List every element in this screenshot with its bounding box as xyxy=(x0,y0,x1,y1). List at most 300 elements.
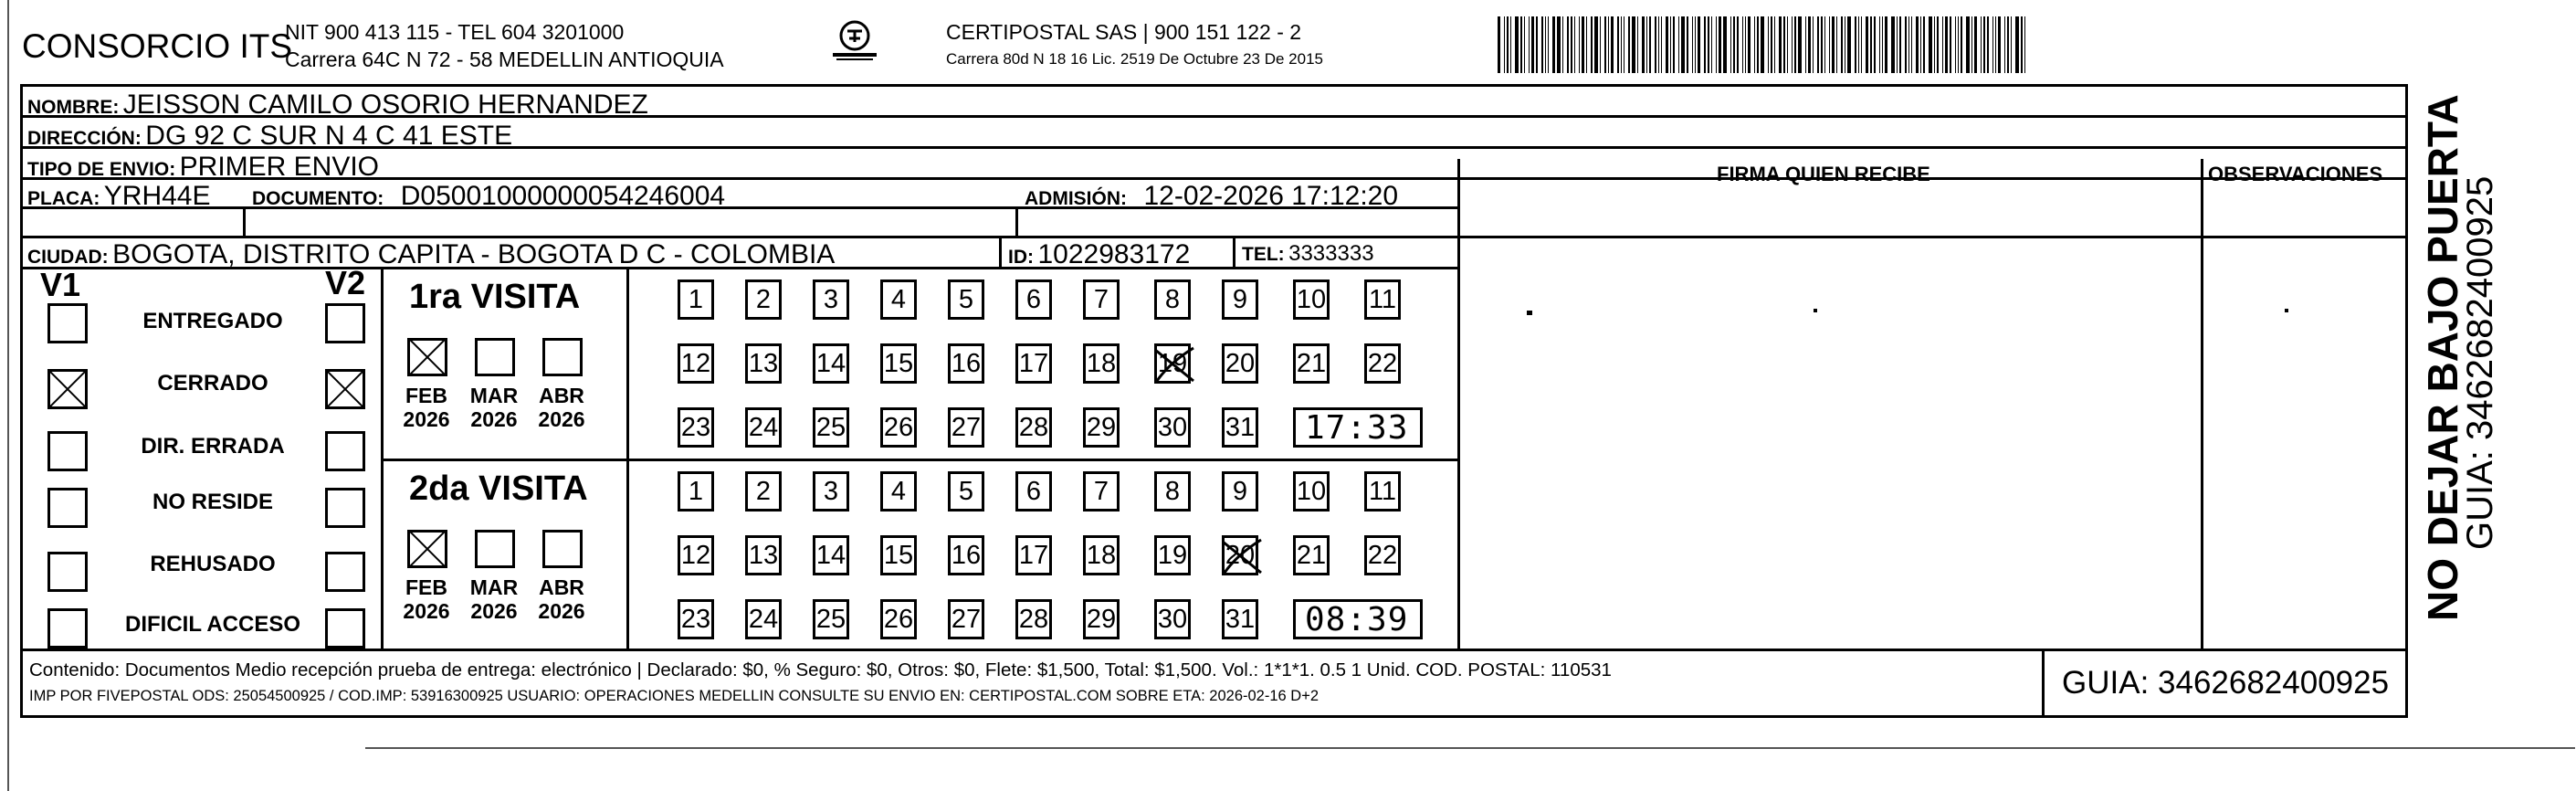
barcode-bar xyxy=(1805,16,1806,73)
company-name: CONSORCIO ITS xyxy=(22,27,293,65)
barcode-bar xyxy=(1562,16,1563,73)
barcode-bar xyxy=(2024,16,2025,73)
month-checkbox[interactable] xyxy=(542,530,583,568)
direccion-value: DG 92 C SUR N 4 C 41 ESTE xyxy=(145,121,513,151)
day-number: 17 xyxy=(1018,349,1049,378)
day-cell[interactable] xyxy=(1364,535,1401,575)
barcode-bar xyxy=(1510,16,1511,73)
day-cell[interactable] xyxy=(745,407,782,448)
barcode-bar xyxy=(1798,16,1802,73)
side-guia: GUIA: 3462682400925 xyxy=(2460,175,2500,550)
barcode-bar xyxy=(1608,16,1609,73)
barcode-bar xyxy=(1716,16,1717,73)
barcode-bar xyxy=(1678,16,1679,73)
month-year: 2026 xyxy=(538,407,585,432)
barcode-bar xyxy=(1779,16,1782,73)
day-number: 4 xyxy=(890,477,907,506)
day-number: 26 xyxy=(883,605,914,634)
day-number: 17 xyxy=(1018,541,1049,570)
day-cell[interactable] xyxy=(1364,279,1401,320)
day-number: 10 xyxy=(1296,477,1327,506)
barcode-bar xyxy=(1617,16,1619,73)
day-cell[interactable] xyxy=(948,279,984,320)
barcode-bar xyxy=(1923,16,1925,73)
documento-label: DOCUMENTO: xyxy=(252,188,384,209)
day-cell[interactable] xyxy=(1154,599,1191,639)
day-cell[interactable] xyxy=(1015,471,1052,512)
barcode-bar xyxy=(1730,16,1731,73)
barcode-bar xyxy=(1966,16,1970,73)
day-number: 25 xyxy=(815,605,846,634)
status-v2-checkbox[interactable] xyxy=(325,369,365,409)
barcode-bar xyxy=(1998,16,2001,73)
barcode-bar xyxy=(1579,16,1580,73)
day-cell[interactable] xyxy=(880,279,917,320)
day-number: 7 xyxy=(1093,477,1109,506)
ciudad-label: CIUDAD: xyxy=(27,247,109,268)
month-name: MAR xyxy=(469,575,519,599)
barcode-bar xyxy=(1695,16,1696,73)
day-number: 31 xyxy=(1225,605,1256,634)
month-checkbox[interactable] xyxy=(407,530,447,568)
barcode-bar xyxy=(1916,16,1919,73)
no-dejar-bajo-puerta: NO DEJAR BAJO PUERTA xyxy=(2419,94,2466,621)
day-cell[interactable] xyxy=(1015,279,1052,320)
day-cell[interactable] xyxy=(1222,599,1258,639)
barcode-bar xyxy=(1552,16,1555,73)
status-label: NO RESIDE xyxy=(152,490,274,514)
barcode-bar xyxy=(1961,16,1962,73)
barcode-bar xyxy=(1870,16,1872,73)
month-name: ABR xyxy=(539,575,584,599)
day-number: 9 xyxy=(1232,477,1248,506)
month-name: ABR xyxy=(539,384,584,407)
time-box[interactable] xyxy=(1293,599,1423,639)
barcode-bar xyxy=(2021,16,2023,73)
status-v1-checkbox[interactable] xyxy=(47,488,88,528)
status-v2-checkbox[interactable] xyxy=(325,608,365,649)
barcode-bar xyxy=(1824,16,1825,73)
day-cell[interactable] xyxy=(1154,535,1191,575)
barcode-bar xyxy=(1945,16,1948,73)
barcode-bar xyxy=(1515,16,1519,73)
firma-label: FIRMA QUIEN RECIBE xyxy=(1717,163,1930,185)
id-label: ID: xyxy=(1008,247,1034,268)
status-v2-checkbox[interactable] xyxy=(325,431,365,471)
day-strike-mark xyxy=(1219,536,1267,576)
barcode-bar xyxy=(1632,16,1635,73)
id-value: 1022983172 xyxy=(1037,239,1191,269)
day-number: 26 xyxy=(883,413,914,442)
barcode-bar xyxy=(1704,16,1706,73)
day-number: 16 xyxy=(951,349,982,378)
barcode-bar xyxy=(1698,16,1700,73)
barcode-bar xyxy=(1987,16,1989,73)
day-cell[interactable] xyxy=(813,279,849,320)
day-cell[interactable] xyxy=(1293,279,1330,320)
day-number: 22 xyxy=(1367,349,1398,378)
barcode-bar xyxy=(1774,16,1775,73)
day-number: 25 xyxy=(815,413,846,442)
barcode-bar xyxy=(1908,16,1909,73)
status-v1-checkbox[interactable] xyxy=(47,431,88,471)
status-label: DIFICIL ACCESO xyxy=(124,612,300,637)
day-cell[interactable] xyxy=(813,343,849,384)
day-number: 13 xyxy=(748,349,779,378)
day-cell[interactable] xyxy=(678,343,714,384)
day-cell[interactable] xyxy=(745,471,782,512)
month-name: FEB xyxy=(405,384,447,407)
day-number: 2 xyxy=(755,477,772,506)
barcode-bar xyxy=(2011,16,2012,73)
barcode-bar xyxy=(1783,16,1785,73)
admision-label: ADMISIÓN: xyxy=(1025,188,1127,209)
barcode-bar xyxy=(1981,16,1982,73)
month-label xyxy=(462,384,526,432)
day-cell[interactable] xyxy=(813,599,849,639)
barcode-bar xyxy=(1885,16,1887,73)
barcode-bar xyxy=(1611,16,1614,73)
day-cell[interactable] xyxy=(1083,471,1120,512)
day-number: 5 xyxy=(958,477,974,506)
day-cell[interactable] xyxy=(1015,535,1052,575)
observaciones-label: OBSERVACIONES xyxy=(2208,163,2383,185)
day-cell[interactable] xyxy=(880,599,917,639)
tipo-envio-value: PRIMER ENVIO xyxy=(179,152,380,182)
direccion-label: DIRECCIÓN: xyxy=(27,128,142,149)
status-v2-checkbox[interactable] xyxy=(325,552,365,592)
day-number: 14 xyxy=(815,349,846,378)
day-cell[interactable] xyxy=(1083,407,1120,448)
barcode-bar xyxy=(1879,16,1880,73)
barcode-bar xyxy=(1992,16,1993,73)
barcode-bar xyxy=(1950,16,1951,73)
day-cell[interactable] xyxy=(1154,471,1191,512)
month-label xyxy=(394,384,458,432)
barcode-bar xyxy=(2007,16,2009,73)
day-cell[interactable] xyxy=(1015,599,1052,639)
placa-value: YRH44E xyxy=(103,181,211,211)
barcode-bar xyxy=(1974,16,1977,73)
day-number: 8 xyxy=(1164,285,1181,314)
day-cell[interactable] xyxy=(1083,343,1120,384)
day-cell[interactable] xyxy=(1293,471,1330,512)
barcode-bar xyxy=(1681,16,1685,73)
day-number: 7 xyxy=(1093,285,1109,314)
day-cell[interactable] xyxy=(880,407,917,448)
barcode-bar xyxy=(1692,16,1693,73)
nombre-label: NOMBRE: xyxy=(27,97,120,118)
barcode-bar xyxy=(1574,16,1575,73)
status-v1-checkbox[interactable] xyxy=(47,552,88,592)
day-number: 4 xyxy=(890,285,907,314)
month-name: FEB xyxy=(405,575,447,599)
day-cell[interactable] xyxy=(813,535,849,575)
barcode-bar xyxy=(1687,16,1688,73)
day-cell[interactable] xyxy=(948,599,984,639)
month-year: 2026 xyxy=(403,407,450,432)
barcode-bar xyxy=(1670,16,1671,73)
barcode-bar xyxy=(1567,16,1569,73)
day-cell[interactable] xyxy=(813,407,849,448)
company-address: Carrera 64C N 72 - 58 MEDELLIN ANTIOQUIA xyxy=(285,47,724,71)
status-label: CERRADO xyxy=(157,371,268,396)
signature-mark xyxy=(1814,309,1817,312)
day-number: 3 xyxy=(823,477,839,506)
month-checkbox[interactable] xyxy=(407,338,447,376)
day-cell[interactable] xyxy=(948,343,984,384)
day-number: 6 xyxy=(1025,477,1042,506)
day-cell[interactable] xyxy=(1293,343,1330,384)
month-year: 2026 xyxy=(470,599,518,624)
ciudad-value: BOGOTA, DISTRITO CAPITA - BOGOTA D C - COLOMBIA xyxy=(112,239,836,269)
day-cell[interactable] xyxy=(1364,343,1401,384)
day-number: 12 xyxy=(680,541,711,570)
visit-title: 1ra VISITA xyxy=(409,278,581,316)
barcode-bar xyxy=(1498,16,1500,73)
barcode-bar xyxy=(1983,16,1985,73)
day-number: 28 xyxy=(1018,413,1049,442)
barcode-bar xyxy=(1628,16,1630,73)
day-number: 12 xyxy=(680,349,711,378)
barcode-bar xyxy=(1942,16,1943,73)
barcode-bar xyxy=(1836,16,1837,73)
day-number: 20 xyxy=(1225,541,1256,570)
barcode-bar xyxy=(1719,16,1721,73)
day-cell[interactable] xyxy=(1293,535,1330,575)
status-v1-checkbox[interactable] xyxy=(47,608,88,649)
day-cell[interactable] xyxy=(745,279,782,320)
v1-label: V1 xyxy=(40,266,81,303)
day-number: 3 xyxy=(823,285,839,314)
day-cell[interactable] xyxy=(678,471,714,512)
day-cell[interactable] xyxy=(880,471,917,512)
day-number: 24 xyxy=(748,413,779,442)
certipostal-logo xyxy=(827,18,882,64)
barcode-bar xyxy=(1757,16,1759,73)
day-cell[interactable] xyxy=(1364,471,1401,512)
day-number: 15 xyxy=(883,541,914,570)
month-checkbox[interactable] xyxy=(542,338,583,376)
barcode-bar xyxy=(1821,16,1823,73)
month-name: MAR xyxy=(469,384,519,407)
v2-label: V2 xyxy=(325,264,366,301)
barcode-bar xyxy=(1582,16,1584,73)
barcode-bar xyxy=(1787,16,1788,73)
day-cell[interactable] xyxy=(1154,343,1191,384)
barcode-bar xyxy=(1557,16,1561,73)
day-cell[interactable] xyxy=(1222,343,1258,384)
admision-value: 12-02-2026 17:12:20 xyxy=(1143,181,1399,211)
barcode-bar xyxy=(1655,16,1656,73)
day-number: 2 xyxy=(755,285,772,314)
barcode-bar xyxy=(1899,16,1901,73)
day-cell[interactable] xyxy=(745,343,782,384)
barcode-bar xyxy=(1711,16,1712,73)
carrier-license: Carrera 80d N 18 16 Lic. 2519 De Octubre 23 De 2015 xyxy=(946,50,1323,68)
status-label: ENTREGADO xyxy=(142,309,283,333)
day-number: 11 xyxy=(1368,285,1397,314)
month-year: 2026 xyxy=(470,407,518,432)
barcode-bar xyxy=(1545,16,1546,73)
day-number: 8 xyxy=(1164,477,1181,506)
day-cell[interactable] xyxy=(745,535,782,575)
nombre-value: JEISSON CAMILO OSORIO HERNANDEZ xyxy=(122,90,648,120)
barcode-bar xyxy=(1971,16,1972,73)
handwritten-time: 17:33 xyxy=(1305,409,1409,447)
barcode-bar xyxy=(1861,16,1862,73)
day-cell[interactable] xyxy=(1222,471,1258,512)
day-number: 29 xyxy=(1086,605,1117,634)
documento-value: D05001000000054246004 xyxy=(400,181,726,211)
status-label: REHUSADO xyxy=(150,552,276,576)
tipo-envio-label: TIPO DE ENVIO: xyxy=(27,159,176,180)
barcode-bar xyxy=(1768,16,1769,73)
day-cell[interactable] xyxy=(1015,407,1052,448)
footer-guia: GUIA: 3462682400925 xyxy=(2062,665,2390,701)
day-number: 11 xyxy=(1368,477,1397,506)
status-v1-checkbox[interactable] xyxy=(47,369,88,409)
company-nit: NIT 900 413 115 - TEL 604 3201000 xyxy=(285,20,625,44)
day-number: 24 xyxy=(748,605,779,634)
barcode-bar xyxy=(1658,16,1659,73)
barcode-bar xyxy=(1761,16,1764,73)
day-number: 30 xyxy=(1157,413,1188,442)
barcode-bar xyxy=(2015,16,2019,73)
barcode xyxy=(1498,16,2178,73)
day-cell[interactable] xyxy=(678,599,714,639)
barcode-bar xyxy=(1882,16,1883,73)
day-number: 31 xyxy=(1225,413,1256,442)
barcode-bar xyxy=(1832,16,1835,73)
day-cell[interactable] xyxy=(948,535,984,575)
barcode-bar xyxy=(1937,16,1939,73)
day-number: 23 xyxy=(680,605,711,634)
barcode-bar xyxy=(1771,16,1772,73)
barcode-bar xyxy=(1604,16,1606,73)
day-cell[interactable] xyxy=(948,407,984,448)
barcode-bar xyxy=(1621,16,1622,73)
tel-value: 3333333 xyxy=(1288,241,1374,266)
day-strike-mark xyxy=(1151,344,1199,385)
barcode-bar xyxy=(2004,16,2005,73)
barcode-bar xyxy=(1858,16,1859,73)
day-number: 20 xyxy=(1225,349,1256,378)
day-cell[interactable] xyxy=(1154,279,1191,320)
barcode-bar xyxy=(1934,16,1935,73)
day-cell[interactable] xyxy=(1015,343,1052,384)
day-number: 28 xyxy=(1018,605,1049,634)
barcode-bar xyxy=(1841,16,1843,73)
month-year: 2026 xyxy=(538,599,585,624)
barcode-bar xyxy=(1541,16,1543,73)
barcode-bar xyxy=(1723,16,1727,73)
day-cell[interactable] xyxy=(1222,535,1258,575)
day-cell[interactable] xyxy=(1154,407,1191,448)
day-cell[interactable] xyxy=(813,471,849,512)
barcode-bar xyxy=(1813,16,1814,73)
day-cell[interactable] xyxy=(678,535,714,575)
barcode-bar xyxy=(1571,16,1572,73)
day-cell[interactable] xyxy=(880,535,917,575)
day-cell[interactable] xyxy=(678,279,714,320)
barcode-bar xyxy=(1529,16,1530,73)
barcode-bar xyxy=(1591,16,1593,73)
status-v2-checkbox[interactable] xyxy=(325,303,365,343)
month-checkbox[interactable] xyxy=(475,338,515,376)
barcode-bar xyxy=(1792,16,1793,73)
barcode-bar xyxy=(1600,16,1601,73)
status-v2-checkbox[interactable] xyxy=(325,488,365,528)
day-cell[interactable] xyxy=(678,407,714,448)
day-number: 27 xyxy=(951,413,982,442)
barcode-bar xyxy=(1594,16,1598,73)
month-checkbox[interactable] xyxy=(475,530,515,568)
day-number: 18 xyxy=(1086,349,1117,378)
day-number: 18 xyxy=(1086,541,1117,570)
barcode-bar xyxy=(1666,16,1668,73)
day-cell[interactable] xyxy=(1222,279,1258,320)
barcode-bar xyxy=(1897,16,1898,73)
day-cell[interactable] xyxy=(948,471,984,512)
signature-mark xyxy=(1527,311,1532,315)
observation-mark xyxy=(2285,309,2288,312)
day-number: 29 xyxy=(1086,413,1117,442)
day-number: 22 xyxy=(1367,541,1398,570)
day-number: 1 xyxy=(688,285,704,314)
day-number: 15 xyxy=(883,349,914,378)
barcode-bar xyxy=(1911,16,1912,73)
barcode-bar xyxy=(1642,16,1645,73)
barcode-bar xyxy=(1507,16,1509,73)
day-cell[interactable] xyxy=(1222,407,1258,448)
day-number: 16 xyxy=(951,541,982,570)
barcode-bar xyxy=(1874,16,1876,73)
day-number: 19 xyxy=(1157,541,1188,570)
day-cell[interactable] xyxy=(1083,599,1120,639)
month-label xyxy=(394,575,458,624)
day-number: 5 xyxy=(958,285,974,314)
status-v1-checkbox[interactable] xyxy=(47,303,88,343)
day-cell[interactable] xyxy=(880,343,917,384)
barcode-bar xyxy=(1536,16,1538,73)
barcode-bar xyxy=(1955,16,1956,73)
barcode-bar xyxy=(1708,16,1709,73)
day-cell[interactable] xyxy=(1083,279,1120,320)
barcode-bar xyxy=(1817,16,1819,73)
barcode-bar xyxy=(1520,16,1522,73)
day-number: 23 xyxy=(680,413,711,442)
barcode-bar xyxy=(1847,16,1851,73)
barcode-bar xyxy=(1548,16,1549,73)
visit-title: 2da VISITA xyxy=(409,469,588,508)
day-cell[interactable] xyxy=(745,599,782,639)
barcode-bar xyxy=(1504,16,1505,73)
barcode-bar xyxy=(1661,16,1662,73)
day-cell[interactable] xyxy=(1083,535,1120,575)
time-box[interactable] xyxy=(1293,407,1423,448)
barcode-bar xyxy=(1673,16,1675,73)
barcode-bar xyxy=(1920,16,1921,73)
barcode-bar xyxy=(1891,16,1895,73)
barcode-bar xyxy=(1995,16,1996,73)
barcode-bar xyxy=(1745,16,1746,73)
handwritten-time: 08:39 xyxy=(1305,601,1409,638)
placa-label: PLACA: xyxy=(27,188,100,209)
status-label: DIR. ERRADA xyxy=(141,434,285,459)
day-number: 30 xyxy=(1157,605,1188,634)
barcode-bar xyxy=(1524,16,1525,73)
